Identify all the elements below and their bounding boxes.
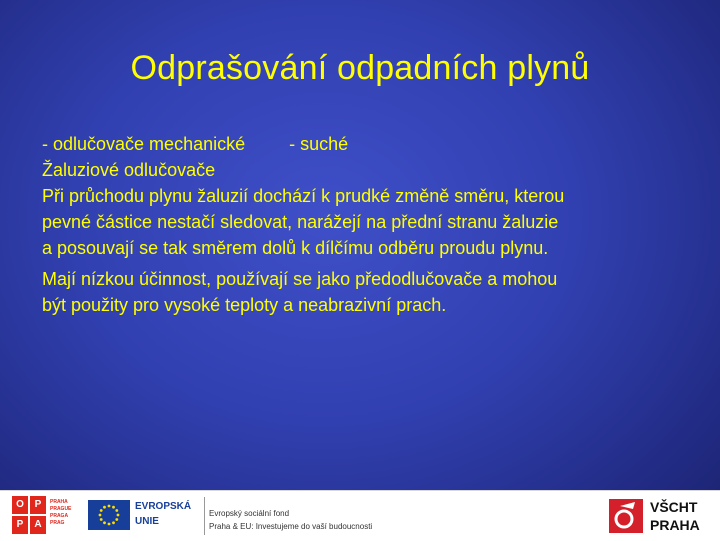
vscht-emblem-icon <box>608 498 644 534</box>
category-label: - odlučovače mechanické <box>42 134 246 154</box>
eu-flag-icon <box>88 500 130 530</box>
vscht-logo-text: VŠCHT PRAHA <box>650 499 700 533</box>
oppa-word: PRAG <box>50 520 65 526</box>
slide-title: Odprašování odpadních plynů <box>130 49 590 87</box>
esf-line-1: Evropský sociální fond <box>209 509 290 518</box>
body-line-4: pevné částice nestačí sledovat, narážejí na přední stranu žaluzie <box>42 212 559 232</box>
oppa-word: PRAGA <box>50 513 69 519</box>
subcategory-label: - suché <box>289 134 349 154</box>
body-line-6: Mají nízkou účinnost, používají se jako předodlučovače a mohou <box>42 269 558 289</box>
body-line-7: být použity pro vysoké teploty a neabrazivní prach. <box>42 295 447 315</box>
oppa-word: PRAGUE <box>50 506 72 512</box>
slide-body <box>42 131 692 318</box>
eu-logo-text: EVROPSKÁ UNIE <box>135 501 192 527</box>
body-line-1 <box>42 131 692 157</box>
oppa-logo <box>12 496 82 534</box>
body-line-5: a posouvají se tak směrem dolů k dílčímu odběru proudu plynu. <box>42 238 549 258</box>
oppa-letter: O <box>12 496 28 514</box>
oppa-letter: P <box>30 496 46 514</box>
esf-caption <box>204 497 417 535</box>
body-line-2: Žaluziové odlučovače <box>42 160 216 180</box>
body-line-3: Při průchodu plynu žaluzií dochází k prudké změně směru, kterou <box>42 186 565 206</box>
esf-line-2: Praha & EU: Investujeme do vaší budoucnosti <box>209 522 373 531</box>
oppa-word: PRAHA <box>50 499 68 505</box>
oppa-letter: P <box>12 516 28 534</box>
oppa-letter: A <box>30 516 46 534</box>
